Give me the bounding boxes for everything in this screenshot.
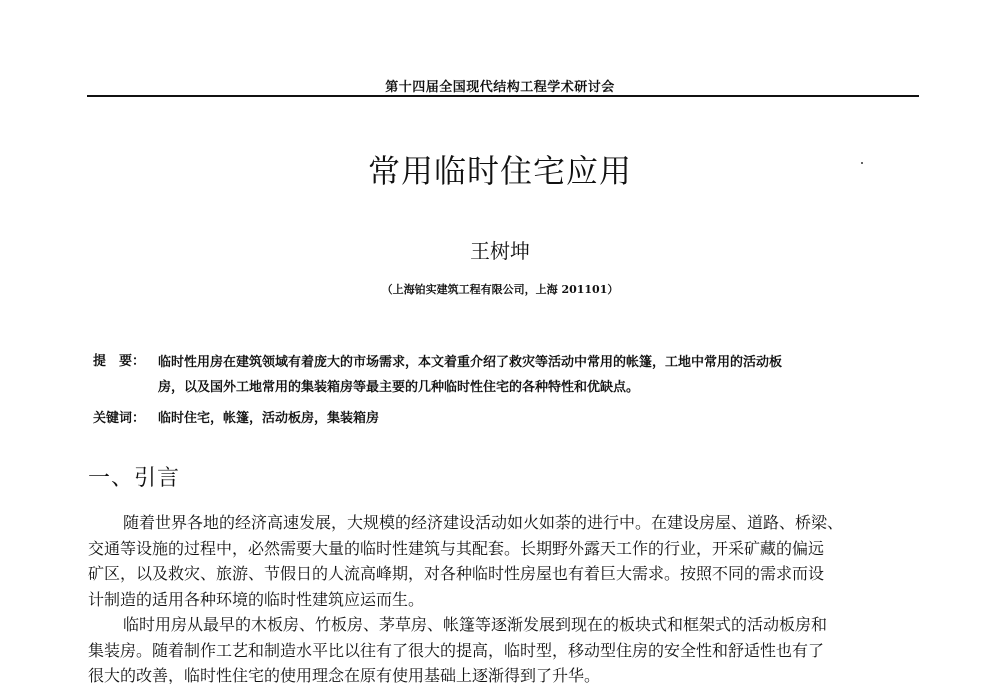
paragraph-line: 计制造的适用各种环境的临时性建筑应运而生。 [88, 589, 425, 609]
keywords-label: 关键词： [93, 411, 146, 426]
abstract-label: 提 要： [93, 354, 146, 369]
author-affiliation: （上海铂实建筑工程有限公司，上海 201101） [381, 283, 619, 296]
conference-header: 第十四届全国现代结构工程学术研讨会 [385, 80, 615, 95]
paragraph-line: 集装房。随着制作工艺和制造水平比以往有了很大的提高，临时型，移动型住房的安全性和舒适性也有了 [88, 640, 825, 660]
abstract-line: 房，以及国外工地常用的集装箱房等最主要的几种临时性住宅的各种特性和优缺点。 [158, 380, 640, 395]
section-heading-introduction: 一、引言 [88, 466, 181, 491]
paragraph-line: 很大的改善，临时性住宅的使用理念在原有使用基础上逐渐得到了升华。 [88, 666, 601, 684]
paragraph-line: 交通等设施的过程中，必然需要大量的临时性建筑与其配套。长期野外露天工作的行业，开采矿藏的偏远 [88, 538, 825, 558]
abstract-text [158, 350, 782, 400]
author-name: 王树坤 [470, 239, 530, 263]
keywords-text: 临时住宅，帐篷，活动板房，集装箱房 [158, 411, 380, 426]
paragraph-line: 随着世界各地的经济高速发展，大规模的经济建设活动如火如荼的进行中。在建设房屋、道路、桥梁、 [123, 513, 844, 532]
paper-title: 常用临时住宅应用 [367, 152, 632, 190]
paragraph-line: 矿区，以及救灾、旅游、节假日的人流高峰期，对各种临时性房屋也有着巨大需求。按照不同的需求而设 [88, 564, 825, 583]
introduction-body [88, 510, 922, 684]
header-rule [87, 95, 919, 97]
paragraph-line: 临时用房从最早的木板房、竹板房、茅草房、帐篷等逐渐发展到现在的板块式和框架式的活动板房和 [123, 615, 828, 634]
abstract-line: 临时性用房在建筑领域有着庞大的市场需求，本文着重介绍了救灾等活动中常用的帐篷，工地中常用的活动板 [158, 355, 783, 370]
